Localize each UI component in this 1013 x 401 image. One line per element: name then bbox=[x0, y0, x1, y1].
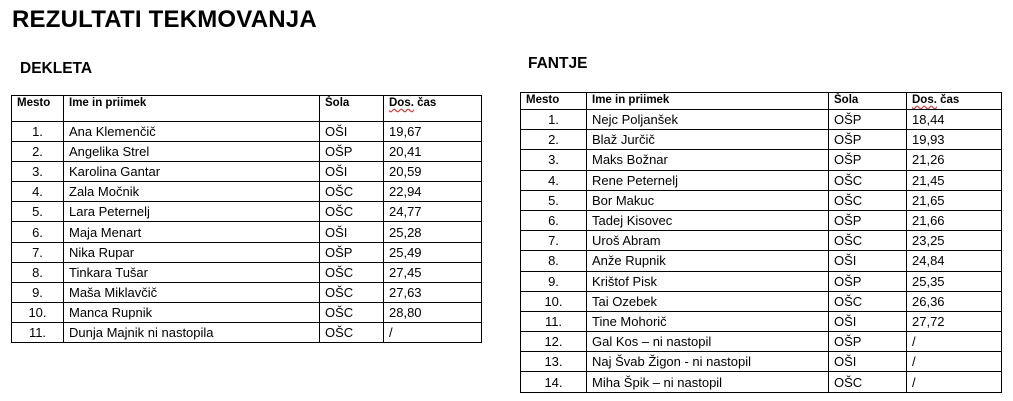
name-cell: Blaž Jurčič bbox=[587, 130, 829, 150]
rank-cell: 3. bbox=[521, 150, 587, 170]
time-cell: 25,28 bbox=[384, 222, 482, 242]
table-row bbox=[12, 262, 482, 282]
girls-results-table bbox=[11, 95, 482, 343]
name-cell: Uroš Abram bbox=[587, 231, 829, 251]
name-cell: Anže Rupnik bbox=[587, 251, 829, 271]
name-cell: Bor Makuc bbox=[587, 190, 829, 210]
school-cell: OŠC bbox=[320, 202, 384, 222]
time-cell: 20,41 bbox=[384, 142, 482, 162]
girls-section-heading: DEKLETA bbox=[20, 60, 93, 77]
name-cell: Rene Peternelj bbox=[587, 170, 829, 190]
school-cell: OŠI bbox=[320, 162, 384, 182]
school-column-header: Šola bbox=[829, 93, 907, 110]
rank-cell: 12. bbox=[521, 332, 587, 352]
rank-cell: 1. bbox=[12, 122, 64, 142]
rank-cell: 4. bbox=[12, 182, 64, 202]
school-cell: OŠC bbox=[829, 231, 907, 251]
rank-cell: 6. bbox=[521, 210, 587, 230]
rank-cell: 2. bbox=[521, 130, 587, 150]
table-row bbox=[521, 332, 1002, 352]
school-cell: OŠI bbox=[320, 222, 384, 242]
rank-cell: 9. bbox=[12, 282, 64, 302]
rank-cell: 10. bbox=[12, 302, 64, 322]
school-cell: OŠI bbox=[829, 311, 907, 331]
name-cell: Maks Božnar bbox=[587, 150, 829, 170]
rank-cell: 11. bbox=[12, 322, 64, 342]
time-cell: 25,49 bbox=[384, 242, 482, 262]
time-cell: 28,80 bbox=[384, 302, 482, 322]
rank-cell: 14. bbox=[521, 372, 587, 392]
table-row bbox=[12, 302, 482, 322]
table-row bbox=[12, 202, 482, 222]
table-row bbox=[521, 231, 1002, 251]
name-cell: Tai Ozebek bbox=[587, 291, 829, 311]
time-cell: 21,45 bbox=[907, 170, 1002, 190]
table-row bbox=[12, 162, 482, 182]
time-cell: 27,45 bbox=[384, 262, 482, 282]
time-cell: / bbox=[907, 332, 1002, 352]
name-cell: Ana Klemenčič bbox=[64, 122, 320, 142]
name-column-header: Ime in priimek bbox=[64, 96, 320, 122]
time-cell: 27,63 bbox=[384, 282, 482, 302]
time-cell: 21,65 bbox=[907, 190, 1002, 210]
rank-cell: 7. bbox=[521, 231, 587, 251]
school-cell: OŠP bbox=[829, 271, 907, 291]
table-row bbox=[521, 190, 1002, 210]
school-column-header: Šola bbox=[320, 96, 384, 122]
school-cell: OŠP bbox=[829, 210, 907, 230]
table-row bbox=[12, 322, 482, 342]
rank-cell: 3. bbox=[12, 162, 64, 182]
school-cell: OŠP bbox=[320, 142, 384, 162]
time-cell: / bbox=[384, 322, 482, 342]
rank-column-header: Mesto bbox=[12, 96, 64, 122]
table-row bbox=[521, 291, 1002, 311]
school-cell: OŠP bbox=[829, 332, 907, 352]
school-cell: OŠP bbox=[829, 150, 907, 170]
rank-cell: 5. bbox=[12, 202, 64, 222]
time-column-header bbox=[384, 96, 482, 122]
rank-cell: 9. bbox=[521, 271, 587, 291]
name-cell: Gal Kos – ni nastopil bbox=[587, 332, 829, 352]
time-cell: / bbox=[907, 372, 1002, 392]
school-cell: OŠP bbox=[320, 242, 384, 262]
time-cell: 19,93 bbox=[907, 130, 1002, 150]
table-row bbox=[521, 110, 1002, 130]
rank-cell: 13. bbox=[521, 352, 587, 372]
time-column-header bbox=[907, 93, 1002, 110]
table-row bbox=[521, 251, 1002, 271]
time-cell: 24,77 bbox=[384, 202, 482, 222]
rank-cell: 4. bbox=[521, 170, 587, 190]
table-row bbox=[521, 372, 1002, 392]
rank-cell: 7. bbox=[12, 242, 64, 262]
name-column-header: Ime in priimek bbox=[587, 93, 829, 110]
school-cell: OŠI bbox=[320, 122, 384, 142]
time-cell: 26,36 bbox=[907, 291, 1002, 311]
rank-cell: 5. bbox=[521, 190, 587, 210]
name-cell: Dunja Majnik ni nastopila bbox=[64, 322, 320, 342]
name-cell: Tadej Kisovec bbox=[587, 210, 829, 230]
name-cell: Krištof Pisk bbox=[587, 271, 829, 291]
school-cell: OŠI bbox=[829, 251, 907, 271]
school-cell: OŠI bbox=[829, 352, 907, 372]
table-row bbox=[12, 242, 482, 262]
name-cell: Angelika Strel bbox=[64, 142, 320, 162]
rank-cell: 8. bbox=[521, 251, 587, 271]
name-cell: Maja Menart bbox=[64, 222, 320, 242]
table-row bbox=[521, 170, 1002, 190]
page-title: REZULTATI TEKMOVANJA bbox=[12, 6, 317, 33]
school-cell: OŠC bbox=[829, 372, 907, 392]
table-row bbox=[12, 282, 482, 302]
time-cell: 25,35 bbox=[907, 271, 1002, 291]
boys-results-table bbox=[520, 92, 1002, 393]
school-cell: OŠP bbox=[829, 130, 907, 150]
rank-column-header: Mesto bbox=[521, 93, 587, 110]
table-row bbox=[12, 222, 482, 242]
school-cell: OŠC bbox=[829, 170, 907, 190]
school-cell: OŠP bbox=[829, 110, 907, 130]
name-cell: Karolina Gantar bbox=[64, 162, 320, 182]
table-row bbox=[521, 150, 1002, 170]
rank-cell: 11. bbox=[521, 311, 587, 331]
rank-cell: 2. bbox=[12, 142, 64, 162]
table-header-row bbox=[521, 93, 1002, 110]
school-cell: OŠC bbox=[829, 190, 907, 210]
boys-section-heading: FANTJE bbox=[528, 55, 588, 72]
table-row bbox=[521, 311, 1002, 331]
time-cell: / bbox=[907, 352, 1002, 372]
time-cell: 21,66 bbox=[907, 210, 1002, 230]
name-cell: Maša Miklavčič bbox=[64, 282, 320, 302]
name-cell: Tinkara Tušar bbox=[64, 262, 320, 282]
time-cell: 20,59 bbox=[384, 162, 482, 182]
table-header-row bbox=[12, 96, 482, 122]
time-header-suffix: čas bbox=[413, 97, 437, 109]
school-cell: OŠC bbox=[320, 282, 384, 302]
time-cell: 24,84 bbox=[907, 251, 1002, 271]
time-header-suffix: čas bbox=[936, 94, 960, 106]
time-cell: 18,44 bbox=[907, 110, 1002, 130]
table-row bbox=[521, 130, 1002, 150]
school-cell: OŠC bbox=[320, 322, 384, 342]
time-cell: 21,26 bbox=[907, 150, 1002, 170]
rank-cell: 10. bbox=[521, 291, 587, 311]
rank-cell: 6. bbox=[12, 222, 64, 242]
rank-cell: 8. bbox=[12, 262, 64, 282]
table-row bbox=[12, 182, 482, 202]
name-cell: Naj Švab Žigon - ni nastopil bbox=[587, 352, 829, 372]
school-cell: OŠC bbox=[320, 182, 384, 202]
time-header-prefix: Dos. bbox=[912, 94, 937, 106]
school-cell: OŠC bbox=[320, 262, 384, 282]
school-cell: OŠC bbox=[320, 302, 384, 322]
rank-cell: 1. bbox=[521, 110, 587, 130]
table-row bbox=[12, 142, 482, 162]
name-cell: Miha Špik – ni nastopil bbox=[587, 372, 829, 392]
time-cell: 23,25 bbox=[907, 231, 1002, 251]
table-row bbox=[521, 210, 1002, 230]
table-row bbox=[12, 122, 482, 142]
time-cell: 27,72 bbox=[907, 311, 1002, 331]
time-cell: 22,94 bbox=[384, 182, 482, 202]
table-row bbox=[521, 271, 1002, 291]
table-row bbox=[521, 352, 1002, 372]
name-cell: Nejc Poljanšek bbox=[587, 110, 829, 130]
name-cell: Zala Močnik bbox=[64, 182, 320, 202]
school-cell: OŠC bbox=[829, 291, 907, 311]
name-cell: Tine Mohorič bbox=[587, 311, 829, 331]
time-cell: 19,67 bbox=[384, 122, 482, 142]
name-cell: Manca Rupnik bbox=[64, 302, 320, 322]
name-cell: Nika Rupar bbox=[64, 242, 320, 262]
name-cell: Lara Peternelj bbox=[64, 202, 320, 222]
time-header-prefix: Dos. bbox=[389, 97, 414, 109]
